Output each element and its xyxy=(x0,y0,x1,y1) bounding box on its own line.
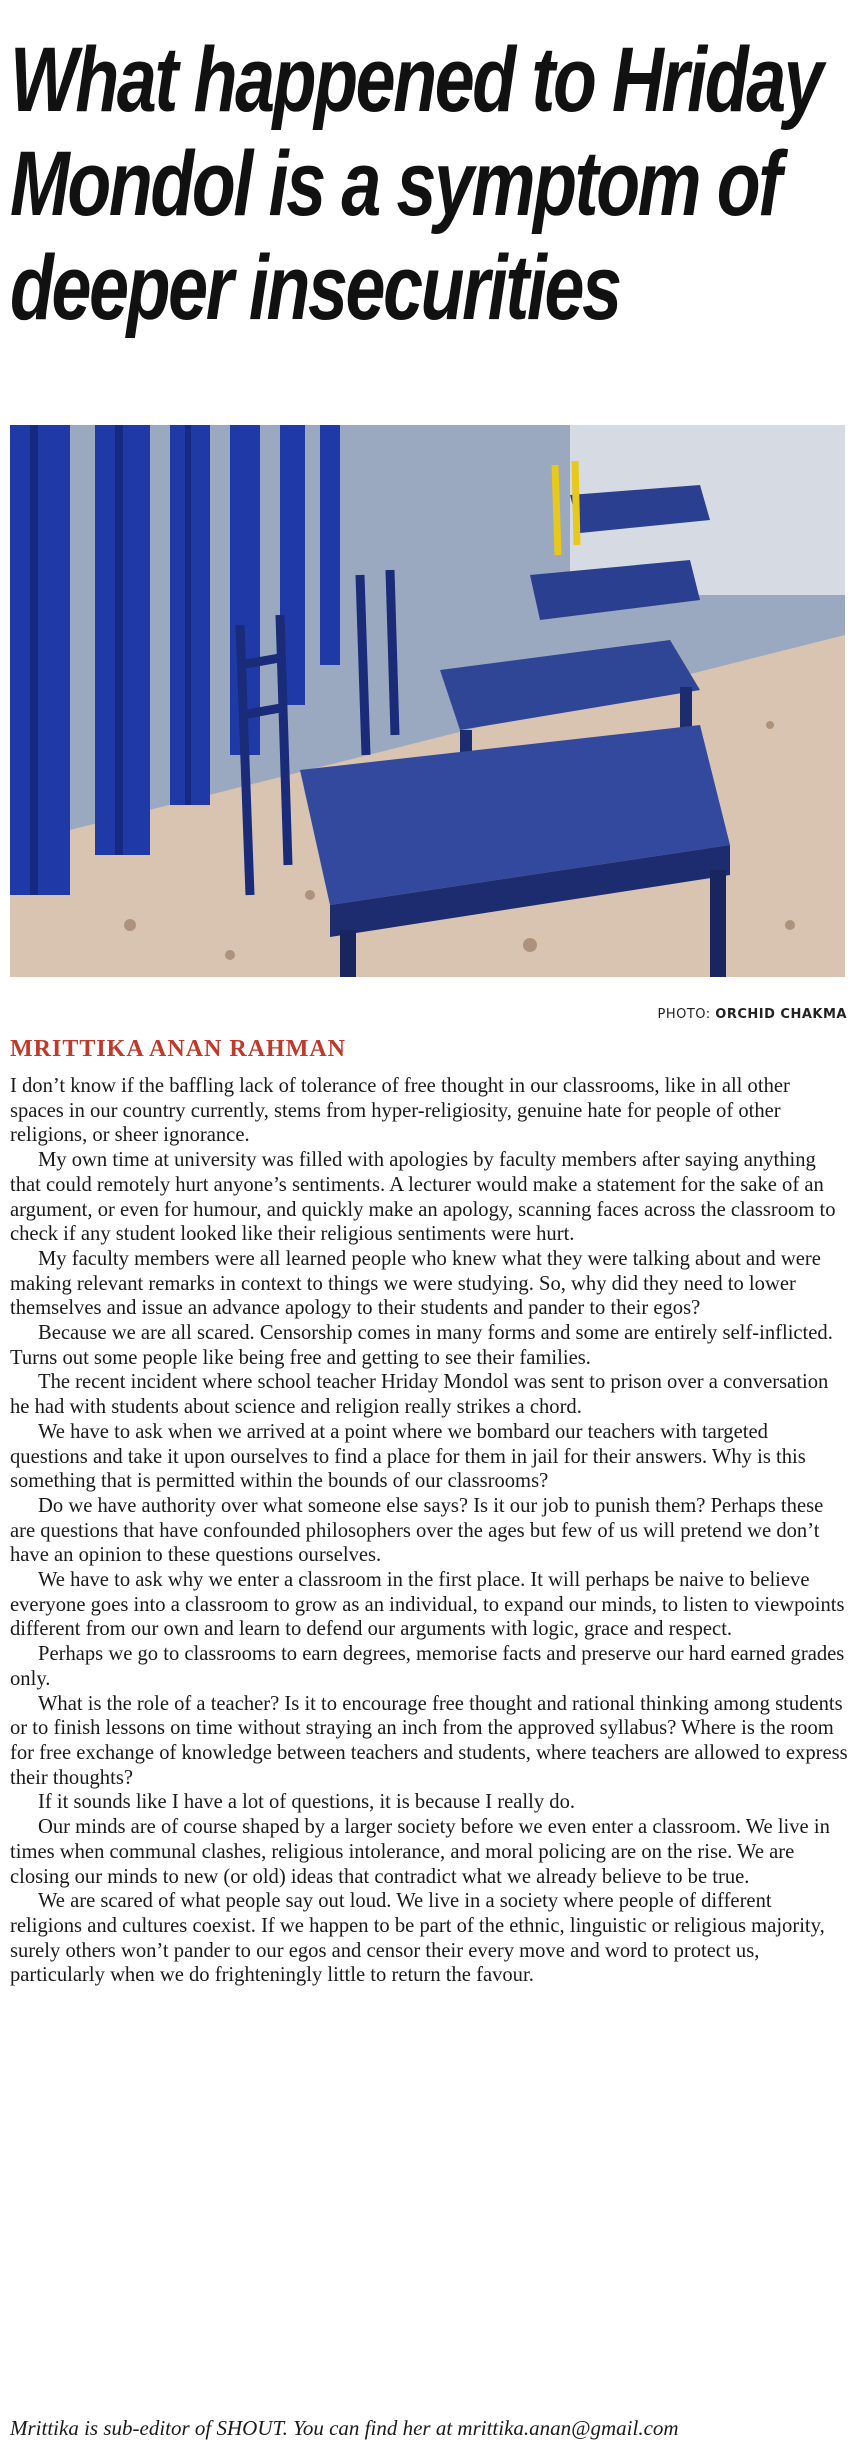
paragraph-8: We have to ask why we enter a classroom in the first place. It will perhaps be naive to believe everyone goes into a classroom to grow as an individual, to expand our minds, to listen to viewpoints different from our own and learn to defend our arguments with logic, grace and respect. xyxy=(10,1569,845,1641)
paragraph-9: Perhaps we go to classrooms to earn degrees, memorise facts and preserve our hard earned grades only. xyxy=(10,1643,845,1690)
photo-credit xyxy=(657,1007,847,1022)
byline: MRITTIKA ANAN RAHMAN xyxy=(10,1036,347,1062)
paragraph-10: What is the role of a teacher? Is it to encourage free thought and rational thinking among students or to finish lessons on time without straying an inch from the approved syllabus? Where is the room for free exchange of knowledge between teachers and students, where teachers are allowed to express their thoughts? xyxy=(10,1692,848,1789)
paragraph-2: My own time at university was filled with apologies by faculty members after saying anything that could remotely hurt anyone’s sentiments. A lecturer would make a statement for the sake of an argument, or even for humour, and quickly make an apology, scanning faces across the classroom to check if any student looked like their religious sentiments were hurt. xyxy=(10,1149,836,1246)
paragraph-13: We are scared of what people say out loud. We live in a society where people of different religions and cultures coexist. If we happen to be part of the ethnic, linguistic or religious majority, surely others won’t pander to our egos and censor their every move and word to protect us, particularly when we do frighteningly little to return the favour. xyxy=(10,1890,825,1987)
paragraph-6: We have to ask when we arrived at a point where we bombard our teachers with targeted questions and take it upon ourselves to find a place for them in jail for their answers. Why is this something that is permitted within the bounds of our classrooms? xyxy=(10,1420,806,1493)
article-body xyxy=(10,1074,848,1988)
classroom-photo xyxy=(10,425,845,977)
photo-credit-name: ORCHID CHAKMA xyxy=(715,1007,847,1022)
paragraph-5: The recent incident where school teacher Hriday Mondol was sent to prison over a conversation he had with students about science and religion really strikes a chord. xyxy=(10,1371,829,1419)
headline-line-1: What happened to Hriday xyxy=(10,29,822,131)
paragraph-12: Our minds are of course shaped by a larger society before we even enter a classroom. We live in times when communal clashes, religious intolerance, and moral policing are on the rise. We are closing our minds to new (or old) ideas that contradict what we already believe to be true. xyxy=(10,1816,830,1888)
paragraph-4: Because we are all scared. Censorship comes in many forms and some are entirely self-inflicted. Turns out some people like being free and getting to see their families. xyxy=(10,1322,833,1369)
author-footer: Mrittika is sub-editor of SHOUT. You can find her at mrittika.anan@gmail.com xyxy=(10,2416,679,2440)
headline-line-2: Mondol is a symptom of xyxy=(10,133,780,235)
classroom-illustration xyxy=(10,425,845,977)
paragraph-7: Do we have authority over what someone else says? Is it our job to punish them? Perhaps these are questions that have confounded philosophers over the ages but few of us will pretend we don’t have an opinion to these questions ourselves. xyxy=(10,1494,824,1567)
photo-credit-label: PHOTO: xyxy=(657,1007,711,1022)
paragraph-1: I don’t know if the baffling lack of tolerance of free thought in our classrooms, like in all other spaces in our country currently, stems from hyper-religiosity, genuine hate for people of other religions, or sheer ignorance. xyxy=(10,1075,790,1147)
headline xyxy=(10,28,822,340)
paragraph-11: If it sounds like I have a lot of questions, it is because I really do. xyxy=(38,1791,576,1814)
paragraph-3: My faculty members were all learned people who knew what they were talking about and were making relevant remarks in context to things we were studying. So, why did they need to lower themselves and issue an advance apology to their students and pander to their egos? xyxy=(10,1247,821,1320)
headline-line-3: deeper insecurities xyxy=(10,237,620,339)
